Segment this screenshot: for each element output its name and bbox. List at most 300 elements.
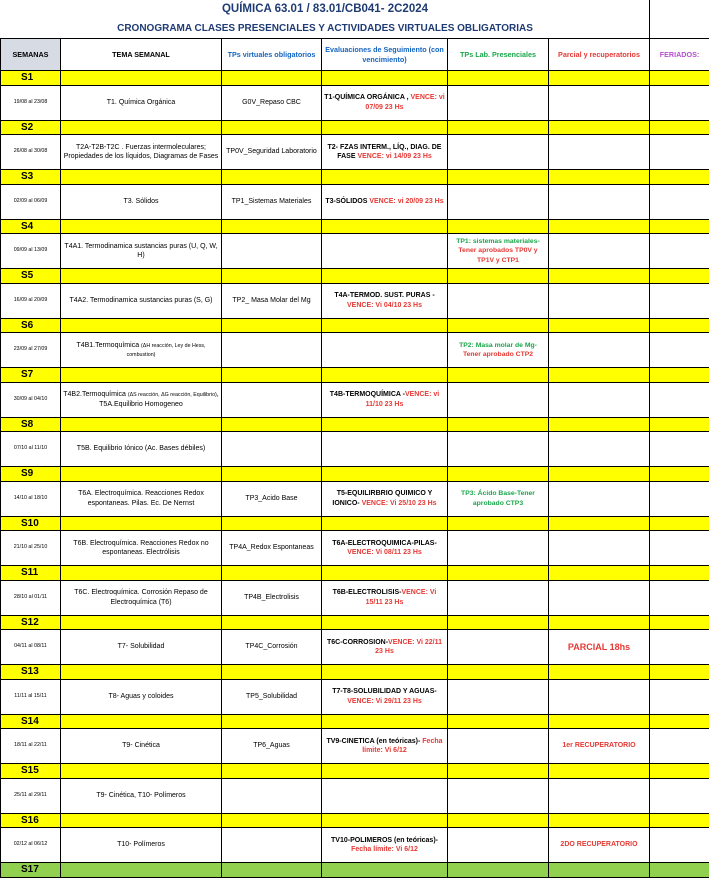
week-bar-cell [322,665,448,680]
tema-cell [61,729,222,764]
week-bar-row [1,516,709,531]
tp-virtual-cell: TP5_Solubilidad [222,679,322,714]
week-bar-cell [549,269,650,284]
week-row [1,234,709,269]
week-bar-cell [448,417,549,432]
feriado-cell [650,283,709,318]
week-bar-cell [549,467,650,482]
parcial-cell [549,382,650,417]
evaluacion-text: T5-EQUILIRBRIO QUIMICO Y IONICO- [332,490,433,507]
week-bar-cell [322,516,448,531]
evaluacion-text: T6A-ELECTROQUIMICA-PILAS- [332,539,437,547]
tp-virtual-cell [222,234,322,269]
tema-text: T3. Sólidos [123,197,159,205]
week-bar-cell [448,467,549,482]
week-label: S15 [1,764,61,779]
week-row [1,630,709,665]
tema-detail: (ΔH reacción, Ley de Hess, combustion) [126,342,206,358]
week-row [1,85,709,120]
week-label: S11 [1,566,61,581]
tema-cell [61,580,222,615]
week-bar-cell [650,219,709,234]
week-bar-cell [650,665,709,680]
evaluacion-text: TV9-CINETICA (en teóricas)- [326,737,423,745]
evaluacion-deadline: VENCE: vi 14/09 23 Hs [357,153,432,160]
week-row [1,580,709,615]
header-row [1,39,709,71]
week-bar-cell [322,318,448,333]
week-bar-row-final [1,863,709,878]
tp-lab-cell [448,432,549,467]
week-dates: 30/09 al 04/10 [1,382,61,417]
week-bar-row [1,813,709,828]
col-header-tps-virtuales: TPs virtuales obligatorios [222,39,322,71]
feriado-cell [650,580,709,615]
week-bar-cell [322,170,448,185]
week-bar-cell [448,566,549,581]
week-label: S5 [1,269,61,284]
tp-virtual-cell: TP3_Acido Base [222,481,322,516]
tp-virtual-cell: TP4C_Corrosión [222,630,322,665]
evaluacion-deadline: Fecha límite: Vi 6/12 [362,737,443,754]
tema-cell [61,828,222,863]
evaluacion-deadline: VENCE: Vi 29/11 23 Hs [347,697,422,705]
evaluacion-cell [322,679,448,714]
tp-lab-cell [448,630,549,665]
evaluacion-text: T4B-TERMOQUÍMICA - [329,391,405,399]
tp-virtual-cell: TP2_ Masa Molar del Mg [222,283,322,318]
week-bar-row [1,219,709,234]
week-label: S17 [1,863,61,878]
week-bar-cell [222,863,322,878]
week-bar-cell [222,467,322,482]
tema-cell [61,778,222,813]
week-bar-cell [322,368,448,383]
week-bar-row [1,764,709,779]
week-bar-row [1,120,709,135]
week-bar-cell [61,665,222,680]
tp-virtual-cell: TP4B_Electrolisis [222,580,322,615]
tp-lab-text: TP1: sistemas materiales- [456,238,540,246]
tp-lab-cell [448,382,549,417]
week-dates: 26/08 al 30/08 [1,135,61,170]
column-divider [649,0,650,38]
week-bar-cell [61,269,222,284]
week-label: S2 [1,120,61,135]
evaluacion-cell [322,729,448,764]
evaluacion-cell [322,382,448,417]
week-bar-cell [549,714,650,729]
week-bar-cell [650,368,709,383]
week-bar-cell [61,813,222,828]
tp-lab-cell [448,283,549,318]
week-bar-cell [448,516,549,531]
tp-lab-cell [448,481,549,516]
tp-lab-cell [448,184,549,219]
week-bar-cell [322,120,448,135]
col-header-semanas: SEMANAS [1,39,61,71]
tema-text: T2A-T2B-T2C . Fuerzas intermoleculares; Propiedades de los líquidos, Diagramas de Fases [63,143,219,160]
evaluacion-deadline: VENCE: Vi 15/11 23 Hs [365,589,437,606]
parcial-cell [549,432,650,467]
tema-text: T6C. Electroquímica. Corrosión Repaso de Electroquímica (T6) [74,589,208,606]
week-dates: 19/08 al 23/08 [1,85,61,120]
schedule-table [0,38,709,878]
week-bar-cell [222,813,322,828]
tp-lab-cell [448,580,549,615]
week-bar-cell [448,665,549,680]
week-bar-cell [448,714,549,729]
week-bar-row [1,714,709,729]
evaluacion-deadline: VENCE: Vi 04/10 23 Hs [347,301,422,309]
tp-lab-cell [448,135,549,170]
week-label: S13 [1,665,61,680]
week-row [1,778,709,813]
week-bar-row [1,170,709,185]
feriado-cell [650,828,709,863]
week-label: S7 [1,368,61,383]
evaluacion-text: T6B-ELECTROLISIS- [332,589,402,597]
tp-virtual-cell [222,432,322,467]
col-header-parcial: Parcial y recuperatorios [549,39,650,71]
week-row [1,481,709,516]
week-bar-row [1,368,709,383]
evaluacion-cell [322,432,448,467]
tema-text: T5B. Equilibrio Iónico (Ac. Bases débiles) [76,445,206,453]
feriado-cell [650,432,709,467]
parcial-cell [549,135,650,170]
col-header-feriados: FERIADOS: [650,39,709,71]
week-bar-cell [322,219,448,234]
week-bar-cell [61,368,222,383]
feriado-cell [650,333,709,368]
tp-lab-cell [448,85,549,120]
evaluacion-cell [322,630,448,665]
week-bar-cell [322,615,448,630]
week-bar-cell [222,318,322,333]
tema-text: T6A. Electroquímica. Reacciones Redox espontaneas. Pilas. Ec. De Nernst [78,490,204,507]
tp-lab-cell [448,729,549,764]
tp-lab-cell [448,333,549,368]
week-bar-cell [650,120,709,135]
tp-lab-text: TP3: Ácido Base-Tener aprobado CTP3 [461,490,535,507]
week-row [1,135,709,170]
week-bar-cell [61,170,222,185]
week-bar-cell [650,764,709,779]
evaluacion-text: T4A-TERMOD. SUST. PURAS - [334,292,435,300]
feriado-cell [650,729,709,764]
week-label: S12 [1,615,61,630]
parcial-cell [549,580,650,615]
tema-text: T9- Cinética [122,742,160,750]
tema-cell [61,679,222,714]
evaluacion-cell [322,481,448,516]
week-bar-cell [61,714,222,729]
tp-virtual-cell: G0V_Repaso CBC [222,85,322,120]
tema-cell [61,382,222,417]
feriado-cell [650,531,709,566]
evaluacion-deadline: VENCE: Vi 08/11 23 Hs [347,549,422,556]
week-bar-cell [549,219,650,234]
week-bar-cell [549,764,650,779]
week-bar-cell [549,566,650,581]
week-bar-cell [448,269,549,284]
week-bar-row [1,71,709,86]
week-row [1,828,709,863]
evaluacion-deadline: VENCE: vi 11/10 23 Hs [365,391,440,408]
week-bar-cell [650,467,709,482]
tema-detail: (ΔS reacción, ΔG reacción, Equilibrio) [127,392,217,399]
week-bar-cell [61,764,222,779]
tema-text: T8- Aguas y coloides [108,692,174,700]
week-bar-cell [448,318,549,333]
tp-virtual-cell [222,778,322,813]
tp-lab-cell [448,531,549,566]
week-bar-cell [322,764,448,779]
feriado-cell [650,135,709,170]
tema-text: T4A2. Termodinamica sustancias puras (S, G) [69,296,213,304]
tema-text: T9- Cinética, T10- Polímeros [96,791,186,799]
week-row [1,283,709,318]
evaluacion-text: T2- FZAS INTERM., LÍQ., DIAG. DE FASE [327,143,442,160]
week-bar-cell [448,71,549,86]
tp-lab-cell [448,679,549,714]
week-bar-cell [222,665,322,680]
week-dates: 02/09 al 06/09 [1,184,61,219]
tp-virtual-cell: TP6_Aguas [222,729,322,764]
parcial-cell [549,679,650,714]
parcial-cell [549,531,650,566]
week-bar-cell [61,863,222,878]
tp-virtual-cell [222,333,322,368]
tp-virtual-cell: TP4A_Redox Espontaneas [222,531,322,566]
week-bar-cell [650,71,709,86]
tp-virtual-cell: TP1_Sistemas Materiales [222,184,322,219]
week-dates: 28/10 al 01/11 [1,580,61,615]
week-bar-cell [322,417,448,432]
week-bar-cell [650,417,709,432]
tp-lab-requirement: Tener aprobado CTP2 [462,351,534,358]
week-bar-cell [61,120,222,135]
week-label: S10 [1,516,61,531]
week-dates: 04/11 al 08/11 [1,630,61,665]
evaluacion-cell [322,85,448,120]
tp-virtual-cell [222,828,322,863]
tema-text: T6B. Electroquímica. Reacciones Redox no espontaneas. Electrólisis [73,539,209,556]
week-label: S3 [1,170,61,185]
week-row [1,729,709,764]
feriado-cell [650,85,709,120]
tp-virtual-cell [222,382,322,417]
week-bar-cell [322,71,448,86]
parcial-cell [549,481,650,516]
week-row [1,333,709,368]
week-bar-cell [61,71,222,86]
week-bar-cell [222,417,322,432]
week-bar-cell [222,368,322,383]
week-bar-cell [650,813,709,828]
week-bar-cell [61,615,222,630]
col-header-evaluaciones: Evaluaciones de Seguimiento (con vencimiento) [322,39,448,71]
week-label: S4 [1,219,61,234]
week-bar-cell [222,764,322,779]
evaluacion-cell [322,184,448,219]
week-bar-cell [650,714,709,729]
parcial-cell: PARCIAL 18hs [549,630,650,665]
feriado-cell [650,481,709,516]
week-bar-cell [549,417,650,432]
week-dates: 18/11 al 22/11 [1,729,61,764]
week-label: S14 [1,714,61,729]
week-bar-cell [549,615,650,630]
feriado-cell [650,234,709,269]
week-bar-row [1,318,709,333]
evaluacion-cell [322,135,448,170]
evaluacion-deadline: VENCE: Vi 25/10 23 Hs [361,499,437,507]
week-bar-row [1,269,709,284]
week-dates: 21/10 al 25/10 [1,531,61,566]
week-bar-cell [448,170,549,185]
week-dates: 23/09 al 27/09 [1,333,61,368]
week-dates: 25/11 al 29/11 [1,778,61,813]
week-bar-cell [222,170,322,185]
week-bar-row [1,467,709,482]
tema-cell [61,531,222,566]
tema-cell [61,85,222,120]
parcial-cell [549,234,650,269]
week-bar-cell [222,516,322,531]
week-bar-cell [222,269,322,284]
evaluacion-text: T6C-CORROSION- [326,638,389,646]
week-bar-cell [448,863,549,878]
week-bar-cell [549,170,650,185]
course-title: QUÍMICA 63.01 / 83.01/CB041- 2C2024 [221,3,429,15]
evaluacion-deadline: VENCE: vi 20/09 23 Hs [369,197,444,205]
col-header-tps-lab: TPs Lab. Presenciales [448,39,549,71]
tp-lab-cell [448,828,549,863]
week-label: S8 [1,417,61,432]
tema-cell [61,333,222,368]
tema-text: T7- Solubilidad [117,643,165,651]
evaluacion-cell [322,531,448,566]
schedule-subtitle: CRONOGRAMA CLASES PRESENCIALES Y ACTIVIDADES VIRTUALES OBLIGATORIAS [117,23,533,34]
week-bar-cell [61,417,222,432]
week-bar-cell [549,516,650,531]
week-bar-row [1,417,709,432]
feriado-cell [650,184,709,219]
parcial-cell: 2DO RECUPERATORIO [549,828,650,863]
week-bar-cell [61,318,222,333]
tema-cell [61,630,222,665]
tema-text: T4A1. Termodinamica sustancias puras (U, Q, W, H) [64,242,218,259]
evaluacion-cell [322,580,448,615]
evaluacion-cell [322,283,448,318]
tema-cell [61,481,222,516]
feriado-cell [650,778,709,813]
week-dates: 14/10 al 18/10 [1,481,61,516]
tema-cell [61,234,222,269]
week-bar-cell [222,615,322,630]
feriado-cell [650,382,709,417]
evaluacion-text: T7-T8-SOLUBILIDAD Y AGUAS- [332,688,437,696]
week-label: S9 [1,467,61,482]
parcial-cell: 1er RECUPERATORIO [549,729,650,764]
week-bar-cell [322,566,448,581]
week-bar-cell [61,467,222,482]
week-bar-cell [650,863,709,878]
evaluacion-cell [322,234,448,269]
parcial-cell [549,184,650,219]
tema-text: T4B1.Termoquímica [76,341,142,349]
week-row [1,679,709,714]
week-bar-cell [448,813,549,828]
evaluacion-deadline: VENCE: Vi 22/11 23 Hs [375,638,443,655]
week-label: S1 [1,71,61,86]
week-bar-cell [650,566,709,581]
week-bar-cell [448,219,549,234]
week-bar-cell [549,863,650,878]
week-bar-cell [322,714,448,729]
week-bar-cell [61,219,222,234]
week-dates: 02/12 al 06/12 [1,828,61,863]
week-bar-cell [61,516,222,531]
week-bar-row [1,566,709,581]
week-label: S16 [1,813,61,828]
week-bar-cell [549,71,650,86]
week-bar-cell [448,764,549,779]
week-bar-cell [448,615,549,630]
week-bar-cell [549,665,650,680]
feriado-cell [650,679,709,714]
evaluacion-text: TV10-POLIMEROS (en teóricas)- [331,836,438,844]
week-bar-cell [222,71,322,86]
week-bar-cell [549,120,650,135]
week-bar-cell [650,615,709,630]
week-dates: 16/09 al 20/09 [1,283,61,318]
parcial-cell [549,778,650,813]
week-bar-cell [549,368,650,383]
week-bar-cell [549,813,650,828]
tema-text: T1. Química Orgánica [106,98,176,106]
evaluacion-cell [322,333,448,368]
tema-cell [61,432,222,467]
week-dates: 09/09 al 13/09 [1,234,61,269]
week-bar-cell [61,566,222,581]
week-bar-row [1,615,709,630]
week-row [1,531,709,566]
evaluacion-deadline: Fecha límite: Vi 6/12 [351,846,418,853]
tema-text: T4B2.Termoquímica [63,391,128,399]
week-bar-cell [222,566,322,581]
evaluacion-text: T3-SÓLIDOS [325,197,370,205]
week-dates: 07/10 al 11/10 [1,432,61,467]
week-row [1,184,709,219]
week-bar-cell [222,120,322,135]
week-bar-cell [322,813,448,828]
parcial-cell [549,85,650,120]
week-bar-cell [650,516,709,531]
week-bar-cell [549,318,650,333]
week-label: S6 [1,318,61,333]
tp-lab-text: TP2: Masa molar de Mg- [459,341,537,349]
evaluacion-text: T1-QUÍMICA ORGÁNICA , [324,94,411,102]
evaluacion-cell [322,778,448,813]
week-bar-cell [222,219,322,234]
parcial-cell [549,333,650,368]
feriado-cell [650,630,709,665]
tp-lab-cell [448,234,549,269]
week-bar-cell [322,863,448,878]
